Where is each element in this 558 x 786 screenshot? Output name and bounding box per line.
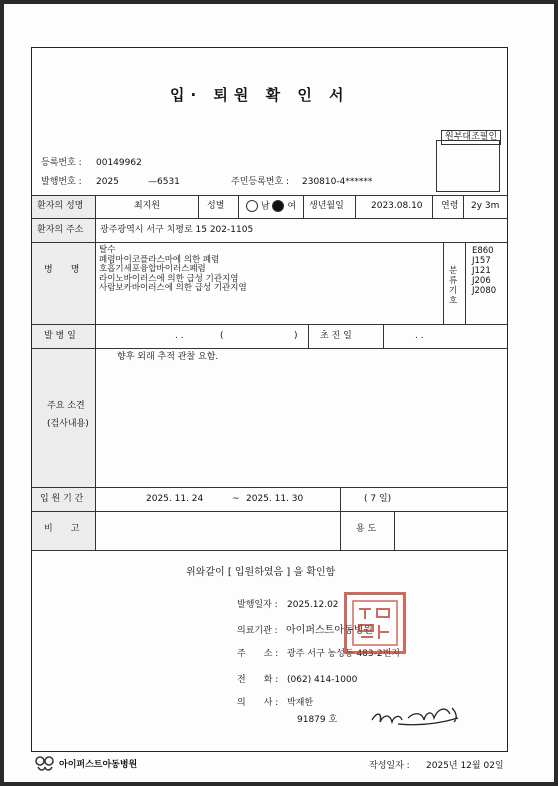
findings-label: 주요 소견 [47,401,85,411]
col-line [308,324,309,348]
onset-paren-open: ( [220,331,224,341]
issue-date: 2025.12.02 [287,600,339,610]
row-line [31,218,508,219]
diagnosis-line: 라이노바이러스에 의한 급성 기관지염 [99,273,239,284]
issue-no-label: 발행번호 : [41,177,82,187]
code-item: J157 [472,256,491,266]
doctor-signature [368,698,468,732]
col-line [238,195,239,218]
diagnosis-line: 사람보카바이러스에 의한 급성 기관지염 [99,283,247,293]
code-item: J121 [472,266,491,276]
onset-paren-close: ) [294,331,298,341]
first-visit-date: . . [415,331,424,341]
col-line [340,511,341,550]
code-label: 분류기호 [449,266,458,306]
admission-start: 2025. 11. 24 [146,494,204,504]
code-list [472,246,496,296]
rrn-value: 230810-4****** [302,177,373,187]
cell-shade [32,349,95,487]
col-line [303,195,304,218]
sex-label: 성별 [207,201,225,211]
sex-options [246,200,296,212]
sex-female-label: 여 [287,201,297,212]
hospital-address-label: 주 소 : [237,649,279,659]
dob-value: 2023.08.10 [371,201,423,211]
footer-written-label: 작성일자 : [369,761,410,771]
rrn-label: 주민등록번호 : [231,177,290,187]
onset-label: 발 병 일 [44,331,76,341]
hospital-logo-icon [34,755,56,773]
col-line [383,324,384,348]
col-line [355,195,356,218]
hospital-seal-stamp [344,592,406,654]
col-line [432,195,433,218]
code-item: J2080 [472,286,497,296]
first-visit-label: 초 진 일 [320,331,352,341]
admission-end: 2025. 11. 30 [246,494,304,504]
remarks-label: 비 고 [44,524,80,534]
diagnosis-list [99,246,247,294]
col-line [340,487,341,511]
reg-no-label: 등록번호 : [41,158,82,168]
diagnosis-line: 폐렴마이코플라스마에 의한 폐렴 [99,254,220,265]
purpose-label: 용 도 [356,524,377,534]
code-item: E860 [472,246,494,256]
issue-no-serial: —6531 [148,177,180,187]
code-item: J206 [472,276,491,286]
findings-sublabel: (검사내용) [47,419,89,429]
doctor-name: 박재한 [287,698,314,708]
phone-value: (062) 414-1000 [287,675,358,685]
address-label: 환자의 주소 [37,225,84,235]
patient-name: 최지원 [134,201,161,211]
sex-male-label: 남 [260,201,270,212]
issue-date-label: 발행일자 : [237,600,278,610]
sex-male-radio [246,200,258,212]
seal-box [436,140,500,192]
issue-no-year: 2025 [96,177,119,187]
findings-text: 향후 외래 추적 관찰 요함. [117,352,219,362]
col-line [465,242,466,324]
cell-shade [32,243,95,324]
admission-tilde: ~ [232,494,240,504]
col-line [443,242,444,324]
col-line [394,511,395,550]
age-label: 연령 [441,201,459,211]
row-line [31,324,508,325]
onset-date: . . [175,331,184,341]
seal-box-label: 원부대조필인 [441,130,501,145]
row-line [31,195,508,196]
diagnosis-line: 호흡기세포융합바이러스폐렴 [99,264,206,274]
diagnosis-label: 병 명 [44,265,80,275]
row-line [31,511,508,512]
reg-no: 00149962 [96,158,142,168]
footer-hospital-name: 아이퍼스트아동병원 [59,760,138,770]
row-line [31,348,508,349]
address-value: 광주광역시 서구 치평로 15 202-1105 [100,225,254,235]
footer-written-date: 2025년 12월 02일 [426,761,504,771]
license-number: 91879 호 [297,715,338,725]
col-line [463,195,464,218]
admission-label: 입 원 기 간 [40,494,84,504]
institution-label: 의료기관 : [237,626,278,636]
hospital-address: 광주 서구 농성동 483-2번지 [287,649,400,659]
institution-name: 아이퍼스트아동병원 [286,625,373,636]
row-line [31,550,508,551]
sex-female-radio [272,200,284,212]
document-title: 입· 퇴원 확 인 서 [170,86,350,104]
confirm-statement: 위와같이 [ 입원하였음 ] 을 확인함 [186,567,336,578]
row-line [31,487,508,488]
patient-name-label: 환자의 성명 [37,201,84,211]
col-line [95,195,96,550]
age-value: 2y 3m [471,201,500,211]
dob-label: 생년월일 [309,201,344,211]
doctor-label: 의 사 : [237,698,279,708]
row-line [31,242,508,243]
phone-label: 전 화 : [237,675,279,685]
col-line [198,195,199,218]
diagnosis-line: 탈수 [99,245,116,255]
admission-days: ( 7 일) [364,494,392,504]
